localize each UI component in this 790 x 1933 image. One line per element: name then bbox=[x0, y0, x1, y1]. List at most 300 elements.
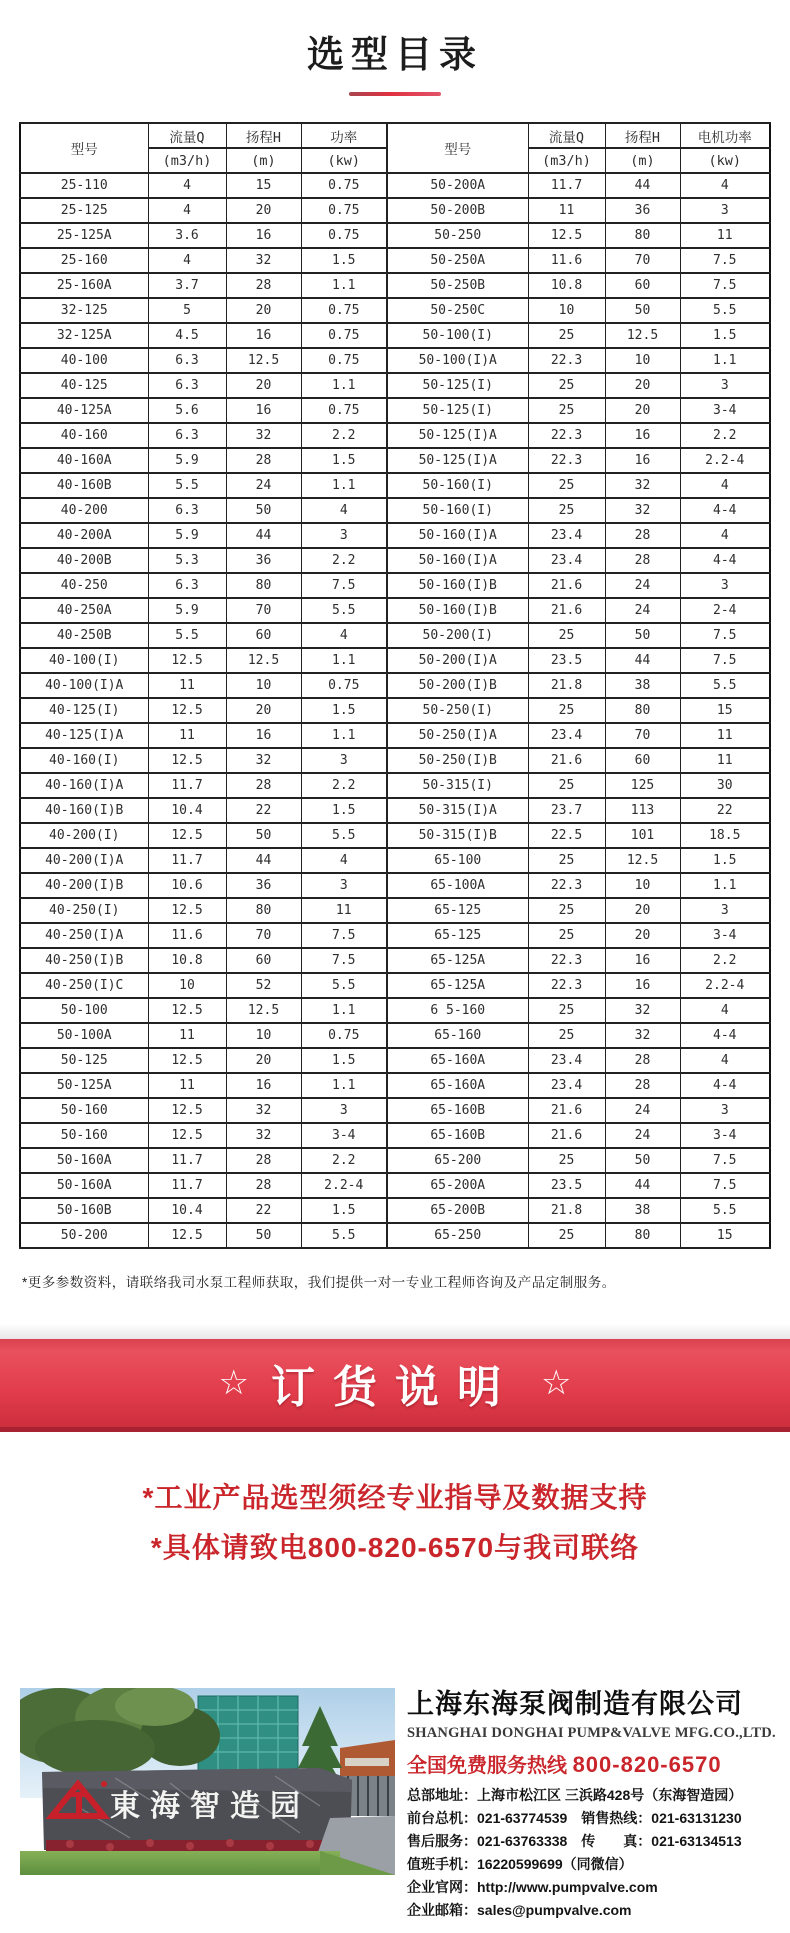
value-cell: 23.5 bbox=[528, 1173, 605, 1198]
value-cell: 4 bbox=[680, 473, 770, 498]
company-name: 上海东海泵阀制造有限公司 bbox=[407, 1689, 743, 1719]
header-flow-right: 流量Q bbox=[528, 123, 605, 148]
value-cell: 2.2-4 bbox=[301, 1173, 387, 1198]
value-cell: 4-4 bbox=[680, 1023, 770, 1048]
model-cell: 65-100A bbox=[387, 873, 528, 898]
value-cell: 12.5 bbox=[226, 648, 301, 673]
value-cell: 0.75 bbox=[301, 323, 387, 348]
model-cell: 40-160A bbox=[20, 448, 148, 473]
table-row bbox=[20, 948, 770, 973]
hotline-label: 全国免费服务热线 bbox=[407, 1755, 567, 1777]
value-cell: 25 bbox=[528, 1023, 605, 1048]
value-cell: 38 bbox=[605, 1198, 680, 1223]
header-power-right: 电机功率 bbox=[680, 123, 770, 148]
model-cell: 25-160A bbox=[20, 273, 148, 298]
value-cell: 3 bbox=[301, 1098, 387, 1123]
value-cell: 11 bbox=[148, 1023, 226, 1048]
value-cell: 1.1 bbox=[301, 473, 387, 498]
value-cell: 32 bbox=[226, 248, 301, 273]
model-cell: 50-160 bbox=[20, 1123, 148, 1148]
model-cell: 50-250(I)B bbox=[387, 748, 528, 773]
model-cell: 50-160(I)A bbox=[387, 523, 528, 548]
value-cell: 11.7 bbox=[528, 173, 605, 198]
value-cell: 16 bbox=[226, 223, 301, 248]
value-cell: 23.4 bbox=[528, 1048, 605, 1073]
model-cell: 65-200 bbox=[387, 1148, 528, 1173]
model-cell: 40-250(I)B bbox=[20, 948, 148, 973]
value-cell: 4 bbox=[680, 1048, 770, 1073]
table-row bbox=[20, 773, 770, 798]
model-cell: 25-125A bbox=[20, 223, 148, 248]
value-cell: 4 bbox=[680, 173, 770, 198]
value-cell: 16 bbox=[605, 423, 680, 448]
value-cell: 4 bbox=[680, 998, 770, 1023]
value-cell: 10.8 bbox=[148, 948, 226, 973]
value-cell: 3-4 bbox=[680, 1123, 770, 1148]
contact-service-fax: 售后服务：021-63763338 传 真：021-63134513 bbox=[407, 1833, 742, 1849]
model-cell: 50-200(I)A bbox=[387, 648, 528, 673]
value-cell: 28 bbox=[605, 1048, 680, 1073]
model-cell: 40-125A bbox=[20, 398, 148, 423]
header-model-left: 型号 bbox=[20, 123, 148, 173]
model-cell: 50-125A bbox=[20, 1073, 148, 1098]
value-cell: 44 bbox=[605, 173, 680, 198]
value-cell: 7.5 bbox=[680, 623, 770, 648]
lawn bbox=[20, 1851, 340, 1875]
value-cell: 20 bbox=[226, 198, 301, 223]
model-cell: 40-200 bbox=[20, 498, 148, 523]
value-cell: 20 bbox=[605, 373, 680, 398]
value-cell: 2.2 bbox=[301, 423, 387, 448]
value-cell: 10.6 bbox=[148, 873, 226, 898]
model-cell: 40-100(I) bbox=[20, 648, 148, 673]
value-cell: 113 bbox=[605, 798, 680, 823]
value-cell: 11 bbox=[680, 723, 770, 748]
value-cell: 70 bbox=[605, 723, 680, 748]
value-cell: 32 bbox=[605, 498, 680, 523]
value-cell: 24 bbox=[605, 573, 680, 598]
value-cell: 50 bbox=[605, 298, 680, 323]
model-cell: 65-160B bbox=[387, 1123, 528, 1148]
value-cell: 4 bbox=[301, 623, 387, 648]
value-cell: 5.5 bbox=[301, 973, 387, 998]
value-cell: 5.9 bbox=[148, 598, 226, 623]
model-cell: 50-250 bbox=[387, 223, 528, 248]
model-cell: 50-160A bbox=[20, 1173, 148, 1198]
value-cell: 21.6 bbox=[528, 748, 605, 773]
model-cell: 32-125 bbox=[20, 298, 148, 323]
table-row bbox=[20, 823, 770, 848]
value-cell: 20 bbox=[226, 298, 301, 323]
model-cell: 40-250B bbox=[20, 623, 148, 648]
value-cell: 32 bbox=[605, 473, 680, 498]
banner-title: 订货说明 bbox=[271, 1363, 519, 1412]
value-cell: 7.5 bbox=[301, 573, 387, 598]
value-cell: 0.75 bbox=[301, 198, 387, 223]
table-row bbox=[20, 198, 770, 223]
value-cell: 1.5 bbox=[301, 698, 387, 723]
header-flow-unit-right: (m3/h) bbox=[528, 148, 605, 173]
value-cell: 28 bbox=[226, 773, 301, 798]
value-cell: 15 bbox=[680, 698, 770, 723]
model-cell: 50-200A bbox=[387, 173, 528, 198]
model-cell: 50-160 bbox=[20, 1098, 148, 1123]
model-cell: 50-250(I) bbox=[387, 698, 528, 723]
value-cell: 5.5 bbox=[301, 598, 387, 623]
value-cell: 6.3 bbox=[148, 373, 226, 398]
model-cell: 65-125A bbox=[387, 948, 528, 973]
table-row bbox=[20, 523, 770, 548]
table-row bbox=[20, 998, 770, 1023]
value-cell: 36 bbox=[605, 198, 680, 223]
value-cell: 70 bbox=[605, 248, 680, 273]
value-cell: 5.9 bbox=[148, 448, 226, 473]
value-cell: 1.5 bbox=[301, 1198, 387, 1223]
value-cell: 24 bbox=[605, 1123, 680, 1148]
table-row bbox=[20, 398, 770, 423]
model-cell: 40-200(I) bbox=[20, 823, 148, 848]
value-cell: 25 bbox=[528, 998, 605, 1023]
factory-photo bbox=[20, 1688, 395, 1875]
value-cell: 32 bbox=[605, 1023, 680, 1048]
value-cell: 6.3 bbox=[148, 423, 226, 448]
value-cell: 25 bbox=[528, 898, 605, 923]
value-cell: 80 bbox=[605, 698, 680, 723]
value-cell: 12.5 bbox=[148, 748, 226, 773]
model-cell: 40-160(I)B bbox=[20, 798, 148, 823]
value-cell: 12.5 bbox=[605, 323, 680, 348]
sign-wall bbox=[42, 1768, 352, 1850]
value-cell: 1.1 bbox=[301, 1073, 387, 1098]
header-head-unit-right: (m) bbox=[605, 148, 680, 173]
value-cell: 2.2 bbox=[301, 773, 387, 798]
model-cell: 40-250 bbox=[20, 573, 148, 598]
value-cell: 22 bbox=[226, 1198, 301, 1223]
contact-phones: 前台总机：021-63774539 销售热线：021-63131230 bbox=[407, 1810, 742, 1826]
value-cell: 16 bbox=[226, 1073, 301, 1098]
value-cell: 25 bbox=[528, 1148, 605, 1173]
table-row bbox=[20, 373, 770, 398]
model-cell: 50-125(I)A bbox=[387, 448, 528, 473]
value-cell: 5 bbox=[148, 298, 226, 323]
model-cell: 65-200B bbox=[387, 1198, 528, 1223]
model-cell: 32-125A bbox=[20, 323, 148, 348]
table-row bbox=[20, 423, 770, 448]
value-cell: 0.75 bbox=[301, 348, 387, 373]
model-cell: 40-160 bbox=[20, 423, 148, 448]
value-cell: 23.4 bbox=[528, 723, 605, 748]
company-info bbox=[407, 1682, 777, 1933]
value-cell: 5.5 bbox=[301, 823, 387, 848]
value-cell: 7.5 bbox=[680, 248, 770, 273]
model-cell: 40-100(I)A bbox=[20, 673, 148, 698]
model-cell: 40-200(I)B bbox=[20, 873, 148, 898]
value-cell: 11.6 bbox=[148, 923, 226, 948]
model-cell: 50-100(I) bbox=[387, 323, 528, 348]
model-cell: 65-100 bbox=[387, 848, 528, 873]
table-row bbox=[20, 498, 770, 523]
value-cell: 0.75 bbox=[301, 298, 387, 323]
value-cell: 3-4 bbox=[680, 923, 770, 948]
value-cell: 25 bbox=[528, 623, 605, 648]
value-cell: 11 bbox=[148, 1073, 226, 1098]
value-cell: 16 bbox=[605, 448, 680, 473]
header-power-left: 功率 bbox=[301, 123, 387, 148]
table-row bbox=[20, 548, 770, 573]
value-cell: 50 bbox=[605, 623, 680, 648]
value-cell: 21.6 bbox=[528, 598, 605, 623]
table-row bbox=[20, 1198, 770, 1223]
model-cell: 40-250(I)A bbox=[20, 923, 148, 948]
value-cell: 11 bbox=[680, 223, 770, 248]
value-cell: 4 bbox=[301, 498, 387, 523]
model-cell: 65-160A bbox=[387, 1073, 528, 1098]
value-cell: 28 bbox=[605, 548, 680, 573]
value-cell: 4 bbox=[148, 198, 226, 223]
value-cell: 7.5 bbox=[680, 648, 770, 673]
value-cell: 2.2-4 bbox=[680, 973, 770, 998]
model-cell: 40-125(I)A bbox=[20, 723, 148, 748]
header-flow-unit-left: (m3/h) bbox=[148, 148, 226, 173]
model-cell: 50-250(I)A bbox=[387, 723, 528, 748]
value-cell: 5.5 bbox=[148, 473, 226, 498]
value-cell: 1.5 bbox=[301, 248, 387, 273]
value-cell: 12.5 bbox=[226, 348, 301, 373]
value-cell: 20 bbox=[605, 398, 680, 423]
value-cell: 22.3 bbox=[528, 873, 605, 898]
contact-website: 企业官网：http://www.pumpvalve.com bbox=[407, 1879, 658, 1895]
table-row bbox=[20, 623, 770, 648]
value-cell: 0.75 bbox=[301, 1023, 387, 1048]
model-cell: 50-315(I)B bbox=[387, 823, 528, 848]
value-cell: 21.6 bbox=[528, 1123, 605, 1148]
trees bbox=[20, 1688, 220, 1776]
value-cell: 5.6 bbox=[148, 398, 226, 423]
value-cell: 23.4 bbox=[528, 523, 605, 548]
value-cell: 0.75 bbox=[301, 223, 387, 248]
value-cell: 25 bbox=[528, 848, 605, 873]
red-notices bbox=[0, 1476, 790, 1566]
value-cell: 10 bbox=[226, 1023, 301, 1048]
value-cell: 10 bbox=[148, 973, 226, 998]
model-cell: 50-200(I) bbox=[387, 623, 528, 648]
value-cell: 5.5 bbox=[680, 673, 770, 698]
value-cell: 11.7 bbox=[148, 1148, 226, 1173]
value-cell: 50 bbox=[226, 823, 301, 848]
value-cell: 60 bbox=[605, 748, 680, 773]
model-cell: 50-100 bbox=[20, 998, 148, 1023]
model-cell: 50-125(I) bbox=[387, 398, 528, 423]
value-cell: 4.5 bbox=[148, 323, 226, 348]
table-row bbox=[20, 473, 770, 498]
value-cell: 3 bbox=[680, 198, 770, 223]
table-row bbox=[20, 798, 770, 823]
value-cell: 4-4 bbox=[680, 498, 770, 523]
value-cell: 101 bbox=[605, 823, 680, 848]
value-cell: 2.2 bbox=[301, 1148, 387, 1173]
header-row-1 bbox=[20, 123, 770, 148]
table-row bbox=[20, 648, 770, 673]
value-cell: 24 bbox=[605, 1098, 680, 1123]
value-cell: 80 bbox=[226, 573, 301, 598]
value-cell: 5.9 bbox=[148, 523, 226, 548]
model-cell: 50-100A bbox=[20, 1023, 148, 1048]
table-footnote: *更多参数资料，请联络我司水泵工程师获取，我们提供一对一专业工程师咨询及产品定制服务。 bbox=[22, 1275, 616, 1290]
table-row bbox=[20, 1148, 770, 1173]
model-cell: 50-160(I)B bbox=[387, 598, 528, 623]
value-cell: 32 bbox=[226, 1098, 301, 1123]
table-row bbox=[20, 1023, 770, 1048]
contact-mobile: 值班手机：16220599699（同微信） bbox=[407, 1856, 633, 1872]
value-cell: 7.5 bbox=[680, 273, 770, 298]
value-cell: 12.5 bbox=[148, 1048, 226, 1073]
value-cell: 1.1 bbox=[301, 273, 387, 298]
table-row bbox=[20, 698, 770, 723]
value-cell: 12.5 bbox=[148, 1123, 226, 1148]
value-cell: 25 bbox=[528, 373, 605, 398]
model-cell: 50-125(I)A bbox=[387, 423, 528, 448]
value-cell: 12.5 bbox=[226, 998, 301, 1023]
value-cell: 52 bbox=[226, 973, 301, 998]
model-cell: 50-125 bbox=[20, 1048, 148, 1073]
value-cell: 25 bbox=[528, 398, 605, 423]
notice-line: *工业产品选型须经专业指导及数据支持 bbox=[142, 1482, 648, 1513]
value-cell: 6.3 bbox=[148, 573, 226, 598]
model-cell: 40-200B bbox=[20, 548, 148, 573]
value-cell: 1.1 bbox=[301, 373, 387, 398]
value-cell: 16 bbox=[605, 948, 680, 973]
value-cell: 22.3 bbox=[528, 423, 605, 448]
value-cell: 4-4 bbox=[680, 548, 770, 573]
header-head-unit-left: (m) bbox=[226, 148, 301, 173]
value-cell: 6.3 bbox=[148, 498, 226, 523]
value-cell: 2.2-4 bbox=[680, 448, 770, 473]
model-cell: 50-160(I)A bbox=[387, 548, 528, 573]
value-cell: 12.5 bbox=[148, 998, 226, 1023]
value-cell: 12.5 bbox=[148, 698, 226, 723]
model-cell: 50-200(I)B bbox=[387, 673, 528, 698]
value-cell: 12.5 bbox=[605, 848, 680, 873]
value-cell: 70 bbox=[226, 923, 301, 948]
value-cell: 3.6 bbox=[148, 223, 226, 248]
value-cell: 2.2 bbox=[680, 423, 770, 448]
value-cell: 1.1 bbox=[680, 873, 770, 898]
contact-address: 总部地址：上海市松江区 三浜路428号（东海智造园） bbox=[407, 1787, 743, 1803]
value-cell: 22.3 bbox=[528, 348, 605, 373]
value-cell: 12.5 bbox=[148, 823, 226, 848]
value-cell: 12.5 bbox=[148, 648, 226, 673]
value-cell: 3-4 bbox=[301, 1123, 387, 1148]
star-icon: ☆ bbox=[541, 1364, 572, 1402]
value-cell: 5.5 bbox=[680, 1198, 770, 1223]
value-cell: 21.6 bbox=[528, 1098, 605, 1123]
value-cell: 30 bbox=[680, 773, 770, 798]
header-power-unit-left: (kw) bbox=[301, 148, 387, 173]
value-cell: 1.5 bbox=[680, 848, 770, 873]
value-cell: 12.5 bbox=[148, 1223, 226, 1248]
value-cell: 25 bbox=[528, 473, 605, 498]
value-cell: 2.2 bbox=[301, 548, 387, 573]
value-cell: 0.75 bbox=[301, 673, 387, 698]
table-row bbox=[20, 973, 770, 998]
table-row bbox=[20, 673, 770, 698]
value-cell: 44 bbox=[226, 848, 301, 873]
value-cell: 32 bbox=[226, 1123, 301, 1148]
table-row bbox=[20, 348, 770, 373]
value-cell: 3 bbox=[680, 1098, 770, 1123]
model-cell: 50-160(I)B bbox=[387, 573, 528, 598]
model-cell: 50-100(I)A bbox=[387, 348, 528, 373]
header-flow-left: 流量Q bbox=[148, 123, 226, 148]
value-cell: 23.4 bbox=[528, 548, 605, 573]
value-cell: 28 bbox=[605, 1073, 680, 1098]
model-cell: 50-160B bbox=[20, 1198, 148, 1223]
value-cell: 32 bbox=[226, 423, 301, 448]
value-cell: 5.3 bbox=[148, 548, 226, 573]
table-row bbox=[20, 223, 770, 248]
value-cell: 80 bbox=[605, 223, 680, 248]
value-cell: 25 bbox=[528, 1223, 605, 1248]
table-row bbox=[20, 448, 770, 473]
title-underline bbox=[349, 92, 441, 96]
value-cell: 2-4 bbox=[680, 598, 770, 623]
value-cell: 125 bbox=[605, 773, 680, 798]
model-cell: 25-160 bbox=[20, 248, 148, 273]
model-cell: 50-160(I) bbox=[387, 473, 528, 498]
header-model-right: 型号 bbox=[387, 123, 528, 173]
service-hotline bbox=[407, 1749, 777, 1778]
value-cell: 4 bbox=[680, 523, 770, 548]
value-cell: 38 bbox=[605, 673, 680, 698]
value-cell: 1.5 bbox=[301, 448, 387, 473]
value-cell: 23.7 bbox=[528, 798, 605, 823]
value-cell: 22.5 bbox=[528, 823, 605, 848]
value-cell: 10.4 bbox=[148, 1198, 226, 1223]
value-cell: 22.3 bbox=[528, 948, 605, 973]
value-cell: 4 bbox=[301, 848, 387, 873]
value-cell: 20 bbox=[226, 698, 301, 723]
model-cell: 65-250 bbox=[387, 1223, 528, 1248]
value-cell: 4 bbox=[148, 248, 226, 273]
model-cell: 50-250C bbox=[387, 298, 528, 323]
value-cell: 1.1 bbox=[680, 348, 770, 373]
value-cell: 50 bbox=[605, 1148, 680, 1173]
value-cell: 11 bbox=[528, 198, 605, 223]
model-cell: 65-160B bbox=[387, 1098, 528, 1123]
value-cell: 28 bbox=[226, 448, 301, 473]
model-cell: 50-160(I) bbox=[387, 498, 528, 523]
value-cell: 16 bbox=[605, 973, 680, 998]
model-cell: 50-250B bbox=[387, 273, 528, 298]
value-cell: 4 bbox=[148, 173, 226, 198]
model-cell: 50-200 bbox=[20, 1223, 148, 1248]
value-cell: 23.5 bbox=[528, 648, 605, 673]
value-cell: 25 bbox=[528, 923, 605, 948]
notice-line: *具体请致电800-820-6570与我司联络 bbox=[150, 1532, 640, 1563]
value-cell: 23.4 bbox=[528, 1073, 605, 1098]
table-row bbox=[20, 923, 770, 948]
value-cell: 16 bbox=[226, 398, 301, 423]
value-cell: 32 bbox=[605, 998, 680, 1023]
table-row bbox=[20, 1123, 770, 1148]
value-cell: 15 bbox=[226, 173, 301, 198]
value-cell: 0.75 bbox=[301, 398, 387, 423]
table-row bbox=[20, 323, 770, 348]
model-cell: 50-160A bbox=[20, 1148, 148, 1173]
value-cell: 28 bbox=[226, 1148, 301, 1173]
table-row bbox=[20, 173, 770, 198]
value-cell: 7.5 bbox=[680, 1148, 770, 1173]
